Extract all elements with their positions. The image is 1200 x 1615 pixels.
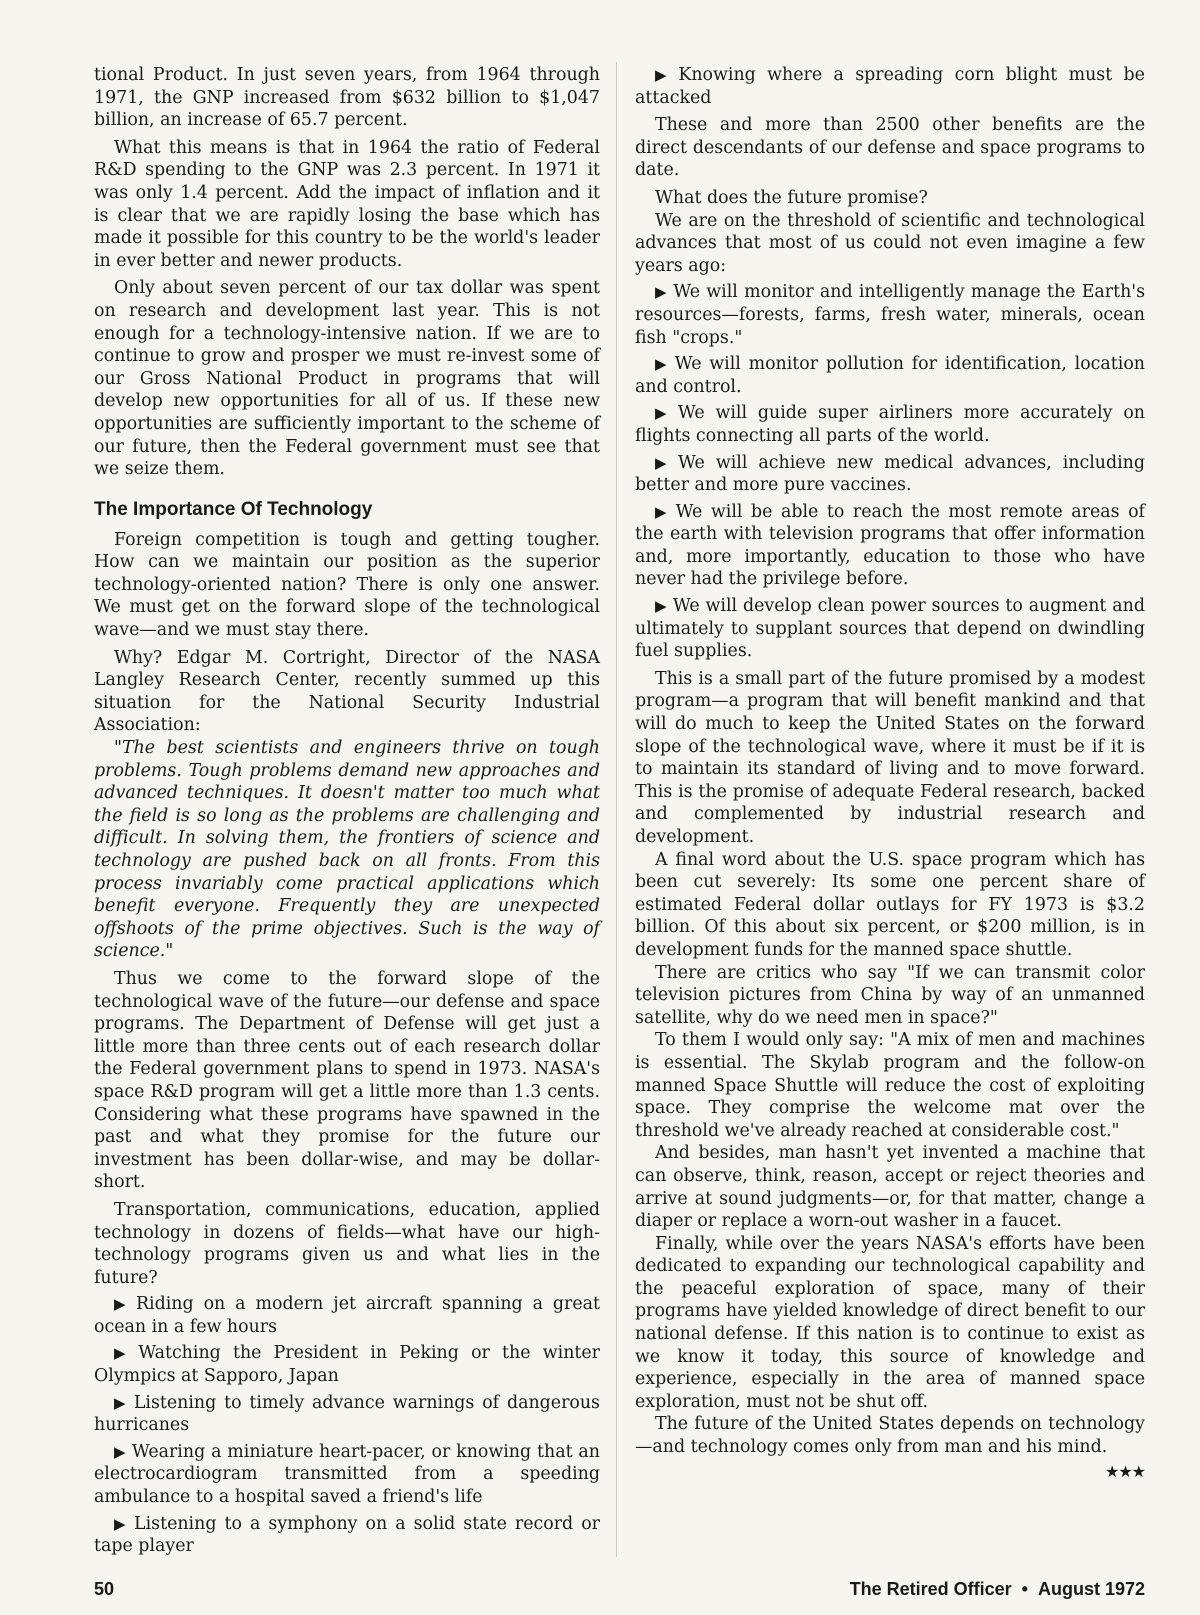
column-divider (616, 62, 617, 1557)
paragraph: Thus we come to the forward slope of the technological wave of the future—our defense and space programs. The Department of Defense will get just a little more than three cents out of each research dollar the Federal government plans to spend in 1973. NASA's space R&D program will get a little more than 1.3 cents. Considering what these programs have spawned in the past and what they promise for the future our investment has been dollar-wise, and may be dollar-short. (94, 968, 600, 1193)
triangle-bullet-icon: ▶ (655, 404, 672, 423)
triangle-bullet-icon: ▶ (114, 1344, 133, 1363)
paragraph: To them I would only say: "A mix of men and machines is essential. The Skylab program and the follow-on manned Space Shuttle will reduce the cost of exploiting space. They comprise the welcome mat over the threshold we've already reached at considerable cost." (635, 1030, 1145, 1141)
paragraph: What does the future promise? (655, 187, 928, 208)
quotation: "The best scientists and engineers thrive on tough problems. Tough problems demand new approaches and advanced techniques. It doesn't matter too much what the field is so long as the problems are challenging and difficult. In solving them, the frontiers of science and technology are pushed back on all fronts. From this process invariably come practical applications which benefit everyone. Frequently they are unexpected offshoots of the prime objectives. Such is the way of science." (94, 738, 600, 962)
page-number: 50 (94, 1579, 115, 1599)
paragraph: Foreign competition is tough and getting tougher. How can we maintain our position as the superior technology-oriented nation? There is only one answer. We must get on the forward slope of the technological wave—and we must stay there. (94, 529, 600, 641)
triangle-bullet-icon: ▶ (114, 1514, 129, 1533)
bullet-item: ▶ We will be able to reach the most remote areas of the earth with television programs that offer information and, more importantly, education to those who have never had the privilege before. (635, 501, 1145, 590)
triangle-bullet-icon: ▶ (114, 1393, 128, 1412)
triangle-bullet-icon: ▶ (655, 597, 667, 616)
triangle-bullet-icon: ▶ (655, 66, 673, 84)
bullet-item: ▶ Listening to timely advance warnings of dangerous hurricanes (94, 1392, 600, 1436)
triangle-bullet-icon: ▶ (114, 1295, 130, 1314)
bullet-item: ▶ We will develop clean power sources to augment and ultimately to supplant sources that depend on dwindling fuel supplies. (635, 596, 1145, 662)
bullet-item: ▶ We will guide super airliners more accurately on flights connecting all parts of the world. (635, 403, 1145, 446)
bullet-item: ▶ We will achieve new medical advances, including better and more pure vaccines. (635, 452, 1145, 496)
paragraph: What this means is that in 1964 the ratio of Federal R&D spending to the GNP was 2.3 percent. In 1971 it was only 1.4 percent. Add the impact of inflation and it is clear that we are rapidly losing the base which has made it possible for this country to be the world's leader in ever better and newer products. (94, 137, 600, 271)
paragraph: Why? Edgar M. Cortright, Director of the NASA Langley Research Center, recently summed up this situation for the National Security Industrial Association: (94, 647, 600, 736)
right-column (635, 64, 1145, 1483)
issue-date: August 1972 (1037, 1579, 1145, 1599)
paragraph: These and more than 2500 other benefits are the direct descendants of our defense and space programs to date. (635, 115, 1145, 181)
paragraph: There are critics who say "If we can transmit color television pictures from China by way of an unmanned satellite, why do we need men in space?" (635, 962, 1145, 1028)
paragraph: tional Product. In just seven years, from 1964 through 1971, the GNP increased from $632 billion to $1,047 billion, an increase of 65.7 percent. (94, 65, 600, 131)
bullet-item: ▶ Listening to a symphony on a solid state record or tape player (94, 1513, 600, 1557)
section-heading: The Importance Of Technology (94, 498, 373, 520)
left-column (94, 64, 600, 1558)
paragraph: This is a small part of the future promised by a modest program—a program that will benefit mankind and that will do much to keep the United States on the forward slope of the technological wave, where it must be if it is to maintain its standard of living and to move forward. This is the promise of adequate Federal research, backed and complemented by industrial research and development. (635, 668, 1145, 847)
footer-separator: • (1021, 1579, 1028, 1599)
paragraph: Finally, while over the years NASA's efforts have been dedicated to expanding our technological capability and the peaceful exploration of space, many of their programs have yielded knowledge of direct benefit to our national defense. If this nation is to continue to exist as we know it today, this source of knowledge and experience, especially in the area of manned space exploration, must not be shut off. (635, 1233, 1145, 1412)
triangle-bullet-icon: ▶ (655, 453, 673, 472)
triangle-bullet-icon: ▶ (114, 1442, 126, 1461)
bullet-item: ▶ We will monitor pollution for identification, location and control. (635, 354, 1145, 397)
paragraph: We are on the threshold of scientific and technological advances that most of us could not even imagine a few years ago: (635, 210, 1145, 276)
end-mark-stars-icon: ★★★ (1104, 1461, 1145, 1481)
bullet-item: ▶ Wearing a miniature heart-pacer, or knowing that an electrocardiogram transmitted from a speeding ambulance to a hospital saved a friend's life (94, 1441, 600, 1508)
running-footer (850, 1579, 1145, 1600)
paragraph: Only about seven percent of our tax dollar was spent on research and development last year. This is not enough for a technology-intensive nation. If we are to continue to grow and prosper we must re-invest some of our Gross National Product in programs that will develop new opportunities for all of us. If these new opportunities are sufficiently important to the scheme of our future, then the Federal government must see that we seize them. (94, 278, 600, 480)
bullet-item: ▶ Knowing where a spreading corn blight must be attacked (635, 65, 1145, 108)
publication-name: The Retired Officer (849, 1579, 1012, 1599)
bullet-item: ▶ We will monitor and intelligently manage the Earth's resources—forests, farms, fresh water, minerals, ocean fish "crops." (635, 282, 1145, 348)
paragraph: Transportation, communications, education, applied technology in dozens of fields—what have our high-technology programs given us and what lies in the future? (94, 1199, 600, 1288)
triangle-bullet-icon: ▶ (655, 283, 668, 302)
paragraph: And besides, man hasn't yet invented a machine that can observe, think, reason, accept or reject theories and arrive at sound judgments—or, for that matter, change a diaper or replace a worn-out washer in a faucet. (635, 1143, 1145, 1232)
triangle-bullet-icon: ▶ (655, 502, 670, 521)
bullet-item: ▶ Watching the President in Peking or the winter Olympics at Sapporo, Japan (94, 1343, 600, 1387)
bullet-item: ▶ Riding on a modern jet aircraft spanning a great ocean in a few hours (94, 1294, 600, 1337)
triangle-bullet-icon: ▶ (655, 355, 669, 374)
paragraph: A final word about the U.S. space program which has been cut severely: Its some one percent share of estimated Federal dollar outlays for FY 1973 is $3.2 billion. Of this about six percent, or $200 million, is in development funds for the manned space shuttle. (635, 849, 1145, 960)
closing-paragraph: The future of the United States depends on technology—and technology comes only from man and his mind. ★★★ (635, 1413, 1145, 1458)
